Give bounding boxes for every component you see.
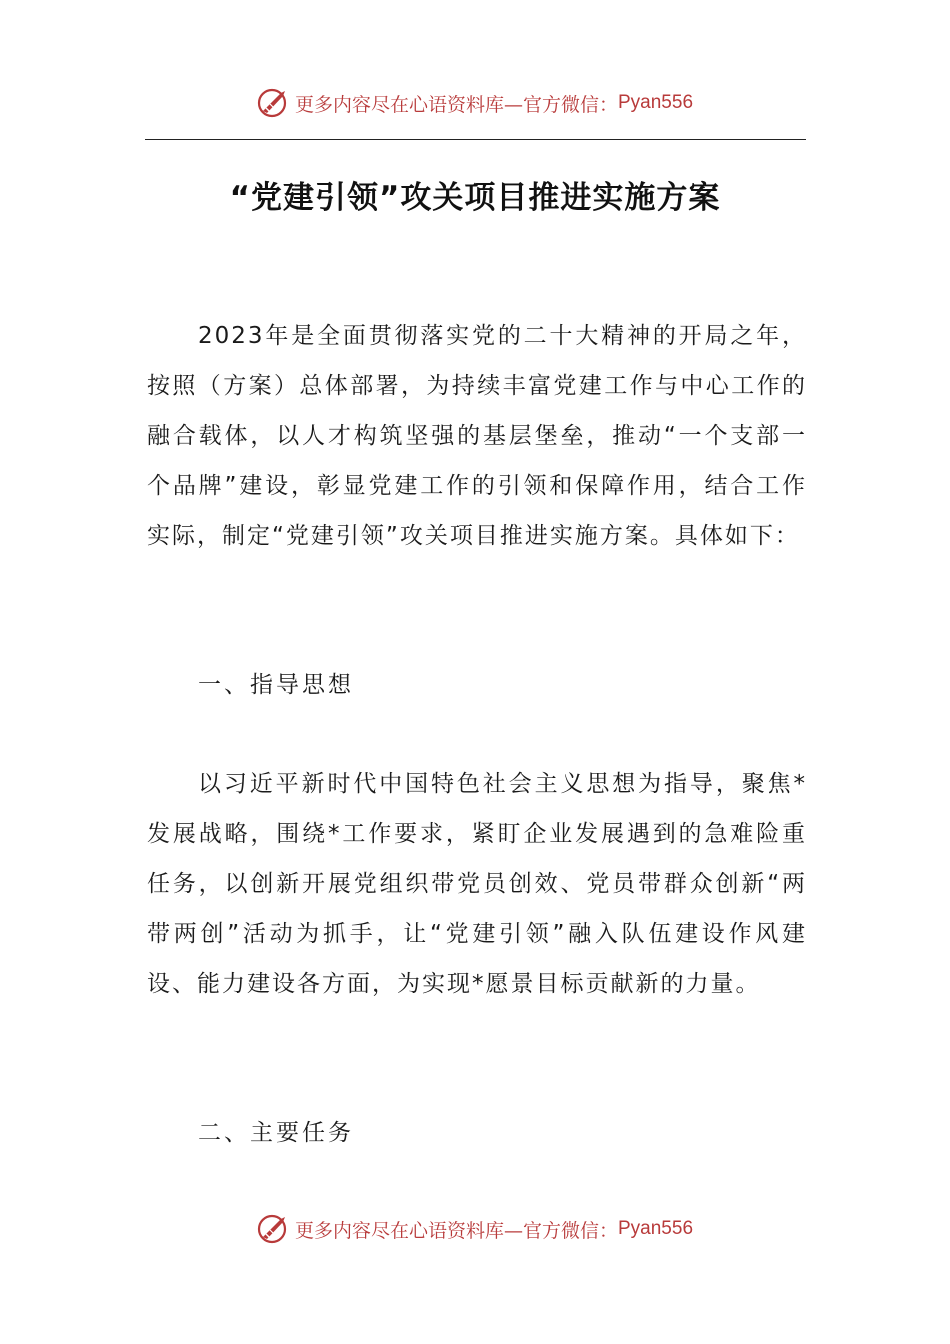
intro-paragraph: 2023年是全面贯彻落实党的二十大精神的开局之年，按照（方案）总体部署，为持续丰富党建工作与中心工作的融合载体，以人才构筑坚强的基层堡垒，推动“一个支部一个品牌”建设，彰显党建工作的引领和保障作用，结合工作实际，制定“党建引领”攻关项目推进实施方案。具体如下：	[147, 323, 807, 549]
quill-logo-icon	[257, 1212, 291, 1246]
footer-watermark	[0, 1212, 950, 1246]
watermark-text: 更多内容尽在心语资料库—官方微信：	[294, 1219, 618, 1242]
watermark-text: 更多内容尽在心语资料库—官方微信：	[294, 93, 618, 116]
quill-logo-icon	[257, 86, 291, 120]
watermark-wechat-id: Pyan556	[618, 1218, 694, 1239]
header-divider	[145, 139, 806, 140]
watermark-wechat-id: Pyan556	[618, 92, 694, 113]
document-title: “党建引领”攻关项目推进实施方案	[229, 180, 721, 216]
section-heading-main-tasks: 二、主要任务	[198, 1120, 354, 1146]
guiding-ideology-paragraph: 以习近平新时代中国特色社会主义思想为指导，聚焦*发展战略，围绕*工作要求，紧盯企业发展遇到的急难险重任务，以创新开展党组织带党员创效、党员带群众创新“两带两创”活动为抓手，让“党建引领”融入队伍建设作风建设、能力建设各方面，为实现*愿景目标贡献新的力量。	[147, 771, 807, 997]
section-heading-guiding-ideology: 一、指导思想	[198, 672, 354, 698]
header-watermark	[0, 86, 950, 120]
